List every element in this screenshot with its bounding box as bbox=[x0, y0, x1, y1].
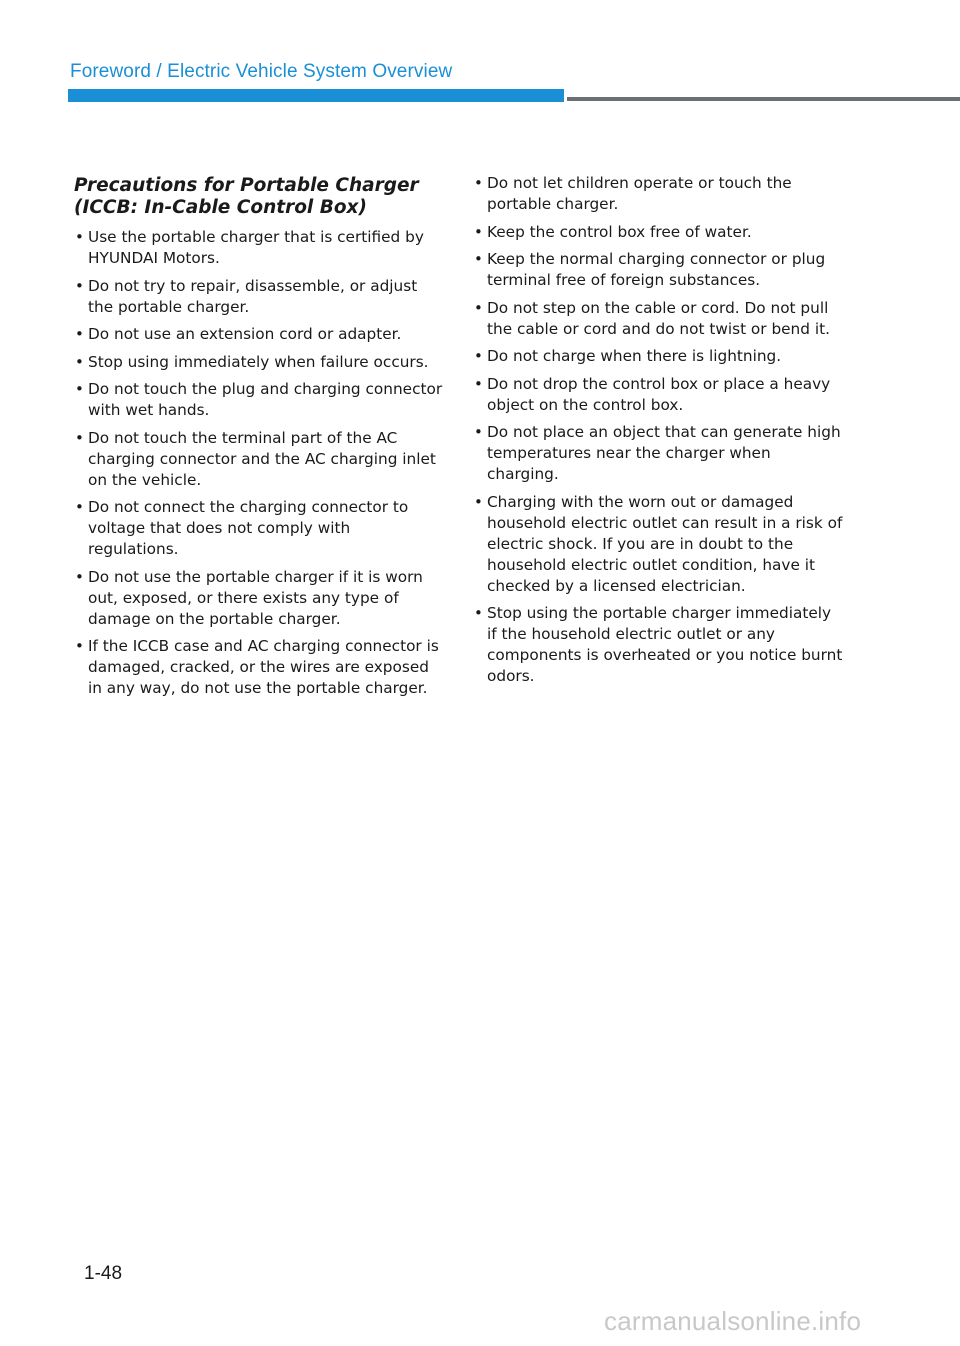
list-item-text: Do not use the portable charger if it is worn out, exposed, or there exists any type of damage on the portable charger. bbox=[88, 567, 423, 628]
list-item bbox=[471, 603, 843, 687]
bullet-icon: • bbox=[474, 347, 483, 365]
list-item-text: Do not place an object that can generate high temperatures near the charger when charging. bbox=[487, 423, 841, 483]
list-item bbox=[471, 346, 843, 367]
list-item-text: Do not drop the control box or place a heavy object on the control box. bbox=[487, 374, 831, 414]
list-item bbox=[72, 379, 444, 421]
bullet-icon: • bbox=[75, 428, 84, 447]
list-item-text: Do not connect the charging connector to voltage that does not comply with regulations. bbox=[88, 498, 409, 558]
list-item-text: Do not touch the plug and charging connector with wet hands. bbox=[88, 380, 443, 419]
list-item bbox=[471, 374, 843, 416]
bullet-icon: • bbox=[75, 498, 84, 516]
list-item bbox=[72, 636, 444, 699]
list-item bbox=[471, 222, 843, 243]
bullet-icon: • bbox=[474, 374, 483, 393]
section-title: Precautions for Portable Charger (ICCB: In-Cable Control Box) bbox=[74, 175, 419, 218]
list-item bbox=[471, 422, 843, 485]
list-item bbox=[72, 324, 444, 345]
list-item-text: Do not step on the cable or cord. Do not pull the cable or cord and do not twist or bend it. bbox=[487, 298, 830, 338]
bullet-icon: • bbox=[474, 423, 483, 441]
list-item bbox=[72, 352, 444, 373]
list-item-text: Stop using the portable charger immediately if the household electric outlet or any components is overheated or you notice burnt odors. bbox=[487, 604, 843, 685]
bullet-icon: • bbox=[474, 222, 483, 241]
bullet-icon: • bbox=[75, 637, 84, 655]
list-item bbox=[72, 567, 444, 630]
bullet-icon: • bbox=[474, 492, 483, 511]
list-item-text: Charging with the worn out or damaged household electric outlet can result in a risk of electric shock. If you are in doubt to the household electric outlet condition, have it checked by a licensed electrician. bbox=[487, 492, 843, 595]
list-item-text: Keep the control box free of water. bbox=[487, 222, 752, 241]
list-item-text: Do not try to repair, disassemble, or adjust the portable charger. bbox=[88, 276, 418, 316]
list-item bbox=[72, 276, 444, 318]
list-item-text: Do not touch the terminal part of the AC charging connector and the AC charging inlet on the vehicle. bbox=[88, 428, 436, 489]
list-item-text: Use the portable charger that is certified by HYUNDAI Motors. bbox=[88, 228, 424, 267]
header-divider-line bbox=[567, 97, 960, 101]
bullet-icon: • bbox=[75, 352, 84, 371]
list-item bbox=[471, 249, 843, 291]
left-column bbox=[72, 173, 444, 706]
bullet-icon: • bbox=[75, 567, 84, 586]
list-item-text: Do not let children operate or touch the portable charger. bbox=[487, 174, 792, 213]
right-column bbox=[471, 173, 843, 694]
list-item bbox=[471, 173, 843, 215]
left-bullet-list bbox=[72, 227, 444, 699]
list-item bbox=[471, 492, 843, 597]
bullet-icon: • bbox=[474, 250, 483, 268]
bullet-icon: • bbox=[474, 298, 483, 317]
list-item-text: Do not use an extension cord or adapter. bbox=[88, 325, 402, 343]
list-item bbox=[471, 298, 843, 340]
list-item bbox=[72, 428, 444, 491]
bullet-icon: • bbox=[474, 604, 483, 622]
bullet-icon: • bbox=[474, 174, 483, 192]
list-item bbox=[72, 227, 444, 269]
page-number: 1-48 bbox=[84, 1263, 123, 1284]
list-item-text: Stop using immediately when failure occurs. bbox=[88, 352, 429, 371]
list-item bbox=[72, 497, 444, 560]
header-accent-bar bbox=[68, 89, 564, 102]
list-item-text: If the ICCB case and AC charging connector is damaged, cracked, or the wires are exposed in any way, do not use the portable charger. bbox=[88, 637, 439, 697]
watermark: carmanualsonline.info bbox=[604, 1306, 862, 1336]
list-item-text: Do not charge when there is lightning. bbox=[487, 347, 782, 365]
breadcrumb: Foreword / Electric Vehicle System Overview bbox=[70, 61, 453, 82]
bullet-icon: • bbox=[75, 276, 84, 295]
bullet-icon: • bbox=[75, 325, 84, 343]
bullet-icon: • bbox=[75, 380, 84, 398]
list-item-text: Keep the normal charging connector or plug terminal free of foreign substances. bbox=[487, 250, 826, 289]
right-bullet-list bbox=[471, 173, 843, 687]
bullet-icon: • bbox=[75, 228, 84, 246]
